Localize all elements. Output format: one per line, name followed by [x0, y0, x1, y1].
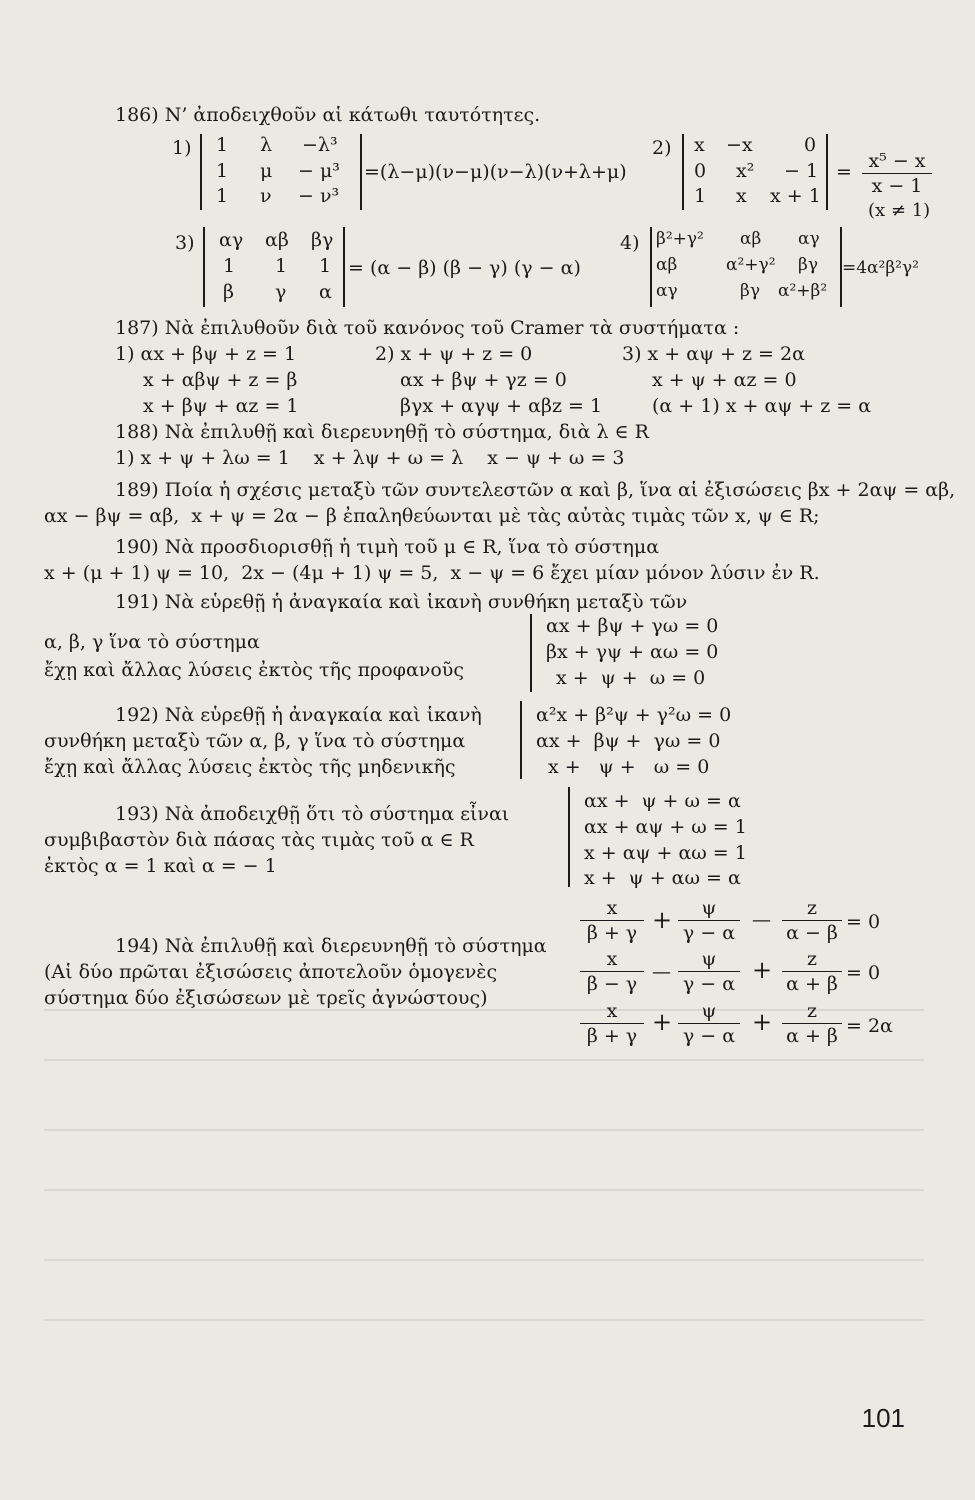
operator: + [752, 956, 773, 984]
problem-193-line1: 193) Νὰ ἀποδειχθῇ ὅτι τὸ σύστημα εἶναι [115, 803, 510, 825]
det3-cell: βγ [311, 229, 334, 251]
det4-cell: αβ [740, 229, 762, 249]
system-187-3-eq1: 3) x + αψ + z = 2α [622, 343, 805, 365]
system-187-1-eq3: x + βψ + αz = 1 [143, 395, 299, 417]
problem-194-line2: (Αἱ δύο πρῶται ἐξισώσεις ἀποτελοῦν ὁμογενὲς [44, 961, 498, 983]
det3-cell: αβ [265, 229, 289, 251]
fraction-numerator: ψ [701, 948, 717, 970]
det2-cell: 0 [804, 134, 817, 156]
det2-cell: − 1 [784, 160, 819, 182]
system-187-3-eq2: x + ψ + αz = 0 [652, 369, 797, 391]
det2-cell: x [694, 134, 705, 156]
det3-cell: 1 [223, 255, 236, 277]
system-187-3-eq3: (α + 1) x + αψ + z = α [652, 395, 872, 417]
det2-condition: (x ≠ 1) [868, 200, 931, 221]
fraction-denominator: β − γ [586, 973, 638, 995]
problem-191-heading: 191) Νὰ εὑρεθῇ ἡ ἀναγκαία καὶ ἱκανὴ συνθήκη μεταξὺ τῶν [115, 591, 688, 613]
det1-cell: ν [260, 185, 272, 207]
show-through-texture [44, 1180, 924, 1198]
system-193-brace [568, 787, 570, 887]
system-194-eq2-term2 [678, 948, 740, 995]
fraction-numerator: z [806, 1000, 817, 1022]
system-192-eq1: α²x + β²ψ + γ²ω = 0 [536, 704, 732, 726]
fraction-denominator: γ − α [682, 922, 736, 944]
det2-cell: x² [736, 160, 755, 182]
det2-fraction [862, 150, 932, 197]
system-191-eq3: x + ψ + ω = 0 [556, 667, 706, 689]
determinant-1 [200, 134, 362, 210]
system-191-eq1: αx + βψ + γω = 0 [546, 615, 719, 637]
det2-cell: 1 [694, 185, 707, 207]
det1-cell: −λ³ [302, 134, 338, 156]
system-194-eq1-term2 [678, 897, 740, 944]
system-194-eq3-term1 [580, 1000, 644, 1047]
det4-cell: β²+γ² [656, 229, 704, 249]
det4-cell: α²+γ² [726, 255, 776, 275]
system-191-brace [530, 614, 532, 692]
det2-cell: −x [726, 134, 753, 156]
det2-cell: x + 1 [770, 185, 821, 207]
fraction-denominator: α + β [786, 1025, 838, 1047]
det1-cell: 1 [216, 185, 229, 207]
fraction-denominator: γ − α [682, 1025, 736, 1047]
fraction-denominator: β + γ [586, 922, 638, 944]
determinant-3 [203, 227, 345, 307]
fraction-numerator: x [606, 897, 618, 919]
fraction-denominator: x − 1 [871, 175, 923, 197]
det4-label: 4) [620, 232, 640, 254]
system-192-eq2: αx + βψ + γω = 0 [536, 730, 721, 752]
fraction-numerator: ψ [701, 1000, 717, 1022]
page-number: 101 [861, 1403, 905, 1433]
system-187-2-eq1: 2) x + ψ + z = 0 [375, 343, 533, 365]
det2-cell: x [736, 185, 747, 207]
det3-cell: αγ [219, 229, 244, 251]
system-194-eq3-term2 [678, 1000, 740, 1047]
det1-cell: μ [260, 160, 273, 182]
problem-189-line1: 189) Ποία ἡ σχέσις μεταξὺ τῶν συντελεστῶν α καὶ β, ἵνα αἱ ἐξισώσεις βx + 2αψ = αβ, [115, 479, 956, 501]
system-194-eq2-rhs: = 0 [846, 962, 881, 984]
fraction-denominator: α − β [786, 922, 838, 944]
operator: + [652, 1008, 673, 1036]
det2-label: 2) [652, 137, 672, 159]
system-193-eq2: αx + αψ + ω = 1 [584, 816, 747, 838]
determinant-2 [682, 134, 828, 210]
fraction-denominator: γ − α [682, 973, 736, 995]
problem-191-line3: ἔχῃ καὶ ἄλλας λύσεις ἐκτὸς τῆς προφανοῦς [44, 659, 464, 681]
det3-result: = (α − β) (β − γ) (γ − α) [348, 257, 581, 279]
problem-187-heading: 187) Νὰ ἐπιλυθοῦν διὰ τοῦ κανόνος τοῦ Cramer τὰ συστήματα : [115, 317, 740, 339]
problem-192-line2: συνθήκη μεταξὺ τῶν α, β, γ ἵνα τὸ σύστημα [44, 730, 466, 752]
problem-189-line2: αx − βψ = αβ, x + ψ = 2α − β ἐπαληθεύωνται μὲ τὰς αὐτὰς τιμὰς τῶν x, ψ ∈ R; [44, 505, 820, 527]
problem-186-heading: 186) Ν’ ἀποδειχθοῦν αἱ κάτωθι ταυτότητες. [115, 104, 541, 126]
det3-cell: γ [275, 281, 287, 303]
show-through-texture [44, 1250, 924, 1268]
problem-194-line1: 194) Νὰ ἐπιλυθῇ καὶ διερευνηθῇ τὸ σύστημα [115, 935, 547, 957]
problem-191-line2: α, β, γ ἵνα τὸ σύστημα [44, 631, 260, 653]
system-193-eq3: x + αψ + αω = 1 [584, 842, 747, 864]
fraction-numerator: x [606, 1000, 618, 1022]
det1-cell: λ [260, 134, 273, 156]
system-192-brace [520, 701, 522, 779]
det4-cell: αγ [798, 229, 820, 249]
det3-label: 3) [175, 232, 195, 254]
fraction-numerator: x⁵ − x [868, 150, 926, 172]
det3-cell: α [319, 281, 332, 303]
det1-label: 1) [172, 137, 192, 159]
system-194-eq2-term3 [782, 948, 842, 995]
operator: + [652, 906, 673, 934]
operator: — [652, 961, 671, 983]
operator: + [752, 1008, 773, 1036]
det4-result: =4α²β²γ² [842, 258, 919, 278]
system-193-eq4: x + ψ + αω = α [584, 867, 741, 889]
det4-cell: βγ [740, 281, 760, 301]
problem-194-line3: σύστημα δύο ἐξισώσεων μὲ τρεῖς ἀγνώστους) [44, 987, 488, 1009]
det1-cell: − μ³ [298, 160, 340, 182]
system-187-1-eq1: 1) αx + βψ + z = 1 [115, 343, 297, 365]
fraction-denominator: α + β [786, 973, 838, 995]
operator: — [752, 909, 771, 931]
system-191-eq2: βx + γψ + αω = 0 [546, 641, 719, 663]
problem-190-line1: 190) Νὰ προσδιορισθῇ ἡ τιμὴ τοῦ μ ∈ R, ἵνα τὸ σύστημα [115, 536, 660, 558]
det3-cell: β [223, 281, 234, 303]
det4-cell: αγ [656, 281, 678, 301]
fraction-numerator: ψ [701, 897, 717, 919]
determinant-4 [650, 227, 842, 307]
problem-190-line2: x + (μ + 1) ψ = 10, 2x − (4μ + 1) ψ = 5, x − ψ = 6 ἔχει μίαν μόνον λύσιν ἐν R. [44, 562, 820, 584]
system-194-eq2-term1 [580, 948, 644, 995]
det1-cell: − ν³ [298, 185, 340, 207]
det1-cell: 1 [216, 134, 229, 156]
show-through-texture [44, 1120, 924, 1138]
show-through-texture [44, 1310, 924, 1328]
problem-188-heading: 188) Νὰ ἐπιλυθῇ καὶ διερευνηθῇ τὸ σύστημα, διὰ λ ∈ R [115, 421, 649, 443]
problem-193-line2: συμβιβαστὸν διὰ πάσας τὰς τιμὰς τοῦ α ∈ R [44, 829, 474, 851]
system-187-2-eq3: βγx + αγψ + αβz = 1 [400, 395, 603, 417]
fraction-numerator: x [606, 948, 618, 970]
system-192-eq3: x + ψ + ω = 0 [548, 756, 710, 778]
det4-cell: αβ [656, 255, 678, 275]
problem-193-line3: ἐκτὸς α = 1 καὶ α = − 1 [44, 855, 277, 877]
det1-cell: 1 [216, 160, 229, 182]
det4-cell: βγ [798, 255, 818, 275]
system-194-eq1-term3 [782, 897, 842, 944]
system-194-eq1-term1 [580, 897, 644, 944]
system-194-eq3-term3 [782, 1000, 842, 1047]
system-187-1-eq2: x + αβψ + z = β [143, 369, 298, 391]
fraction-numerator: z [806, 897, 817, 919]
det3-cell: 1 [319, 255, 332, 277]
problem-192-line3: ἔχῃ καὶ ἄλλας λύσεις ἐκτὸς τῆς μηδενικῆς [44, 756, 456, 778]
fraction-denominator: β + γ [586, 1025, 638, 1047]
system-194-eq3-rhs: = 2α [846, 1015, 893, 1037]
fraction-numerator: z [806, 948, 817, 970]
system-194-eq1-rhs: = 0 [846, 911, 881, 933]
det2-equals: = [836, 161, 852, 183]
show-through-texture [44, 1050, 924, 1068]
det1-result: =(λ−μ)(ν−μ)(ν−λ)(ν+λ+μ) [364, 161, 627, 183]
system-193-eq1: αx + ψ + ω = α [584, 790, 741, 812]
problem-192-line1: 192) Νὰ εὑρεθῇ ἡ ἀναγκαία καὶ ἱκανὴ [115, 704, 482, 726]
det3-cell: 1 [275, 255, 288, 277]
det4-cell: α²+β² [778, 281, 828, 301]
det2-cell: 0 [694, 160, 707, 182]
system-187-2-eq2: αx + βψ + γz = 0 [400, 369, 567, 391]
problem-188-equations: 1) x + ψ + λω = 1 x + λψ + ω = λ x − ψ + ω = 3 [115, 447, 625, 469]
